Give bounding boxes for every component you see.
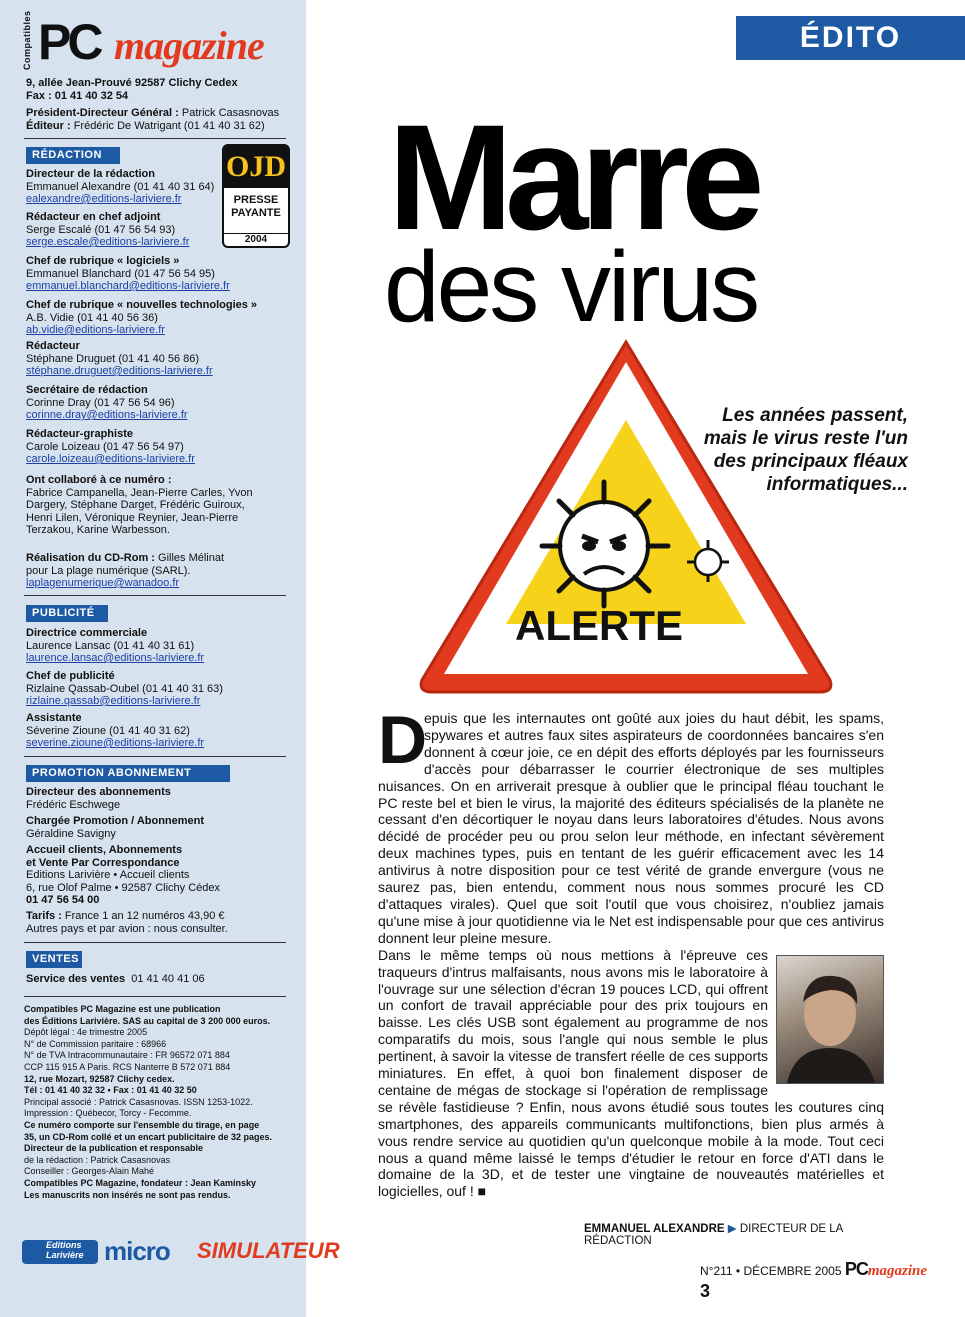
author-role: DIRECTEUR DE LA RÉDACTION [584,1223,843,1247]
legal-line: des Éditions Larivière. SAS au capital de 3 200 000 euros. [24,1015,271,1026]
legal-line: Dépôt légal : 4e trimestre 2005 [24,1027,148,1038]
staff-entry [26,384,301,422]
legal-line: Compatibles PC Magazine, fondateur : Jean Kaminsky [24,1177,257,1188]
staff-name: Séverine Zioune (01 41 40 31 62) [26,724,190,737]
legal-line: N° de TVA Intracommunautaire : FR 96572 071 884 [24,1050,230,1061]
staff-name: A.B. Vidie (01 41 40 56 36) [26,311,158,324]
body-paragraph: Dans le même temps où nous mettions à l'épreuve ces traqueurs d'intrus malfaisants, nous avons mis le laboratoire à l'ouvrage sur une sélection d'écran 19 pouces LCD, qui offrent un confort de travail appréciable pour des prix toujours en baisse. Les clés USB sont également au programme de nos comparatifs du mois, sous l'angle qui nous semble le plus pertinent, à savoir la vitesse de transfert réelle de ces supports miniatures. En effet, à quoi bon finalement disposer de centaine de mégas de stockage si l'opération de remplissage se révèle fastidieuse ? Enfin, nous avons étudié sous toutes les coutures cinq smartphones, des appareils communicants multifonctions, bien plus armés à vous rendre service au quotidien qu'un quelconque mobile à la mode. Tout ceci nous a quand même laissé le temps d'étudier le retour en force d'ATI dans le domaine de la 3D, et de tester une vingtaine de nouveautés matérielles et logicielles, ouf ! ■ [378,946,884,1200]
legal-notice [24,1004,304,1201]
editeur-label: Éditeur : [26,119,71,132]
staff-role: Chef de publicité [26,670,115,682]
ojd-payante: PAYANTE [231,207,281,219]
staff-name: Frédéric Eschwege [26,798,121,811]
body-paragraph: epuis que les internautes ont goûté aux joies du haut débit, les spams, spywares et autres faux sites aspirateurs de coordonnées bancaires s'en donnent à cœur joie, ce en dépit des efforts déployés par les fournisseurs d'accès pour débarrasser le courrier électronique de ses multiples nuisances. On en arriverait presque à oublier que le principal fléau touchant le PC reste bel et bien le virus, la majorité des éditeurs spécialisés de la planète ne cessant d'en décortiquer le noyau dans leurs laboratoires d'études. Nous avons décidé de procéder peu ou prou selon leur méthode, en infectant sévèrement deux machines types, puis en tentant de les guérir efficacement avec les 14 antivirus à notre disposition pour ce test vérité de grande envergure (vous ne saurez pas, bien entendu, comment nous nous sommes procuré les CD d'attaques virales). Quel que soit l'outil que vous choisirez, n'oubliez jamais qu'une mise à jour quotidienne via le Net est indispensable pour que ces antivirus donnent leur pleine mesure. [378,710,884,946]
service-address: 6, rue Olof Palme • 92587 Clichy Cédex [26,881,221,894]
staff-email[interactable]: severine.zioune@editions-lariviere.fr [26,737,205,749]
staff-role: Rédacteur-graphiste [26,428,133,440]
staff-name: Géraldine Savigny [26,827,116,840]
cdrom-label: Réalisation du CD-Rom : [26,552,155,564]
author-photo [776,955,884,1084]
sales-phone: 01 41 40 41 06 [131,973,205,985]
staff-entry [26,255,301,293]
micro-pratique-logo: micro [104,1236,170,1266]
service-address: Editions Larivière • Accueil clients [26,869,190,881]
staff-role: Secrétaire de rédaction [26,384,148,396]
page-footer [700,1259,940,1303]
divider [24,595,286,596]
issue-info: N°211 • DÉCEMBRE 2005 [700,1264,842,1278]
subscriptions-director [26,786,301,811]
staff-email[interactable]: ealexandre@editions-lariviere.fr [26,193,182,205]
staff-role: Rédacteur en chef adjoint [26,211,161,223]
legal-line: 12, rue Mozart, 92587 Clichy cedex. [24,1073,175,1084]
president-value: Patrick Casasnovas [181,107,280,119]
pricing-value: France 1 an 12 numéros 43,90 € [64,910,225,922]
editorial-body [378,702,884,1200]
ojd-badge [222,144,290,248]
pricing-label: Tarifs : [26,910,62,922]
promotion-officer [26,815,301,840]
staff-role: Accueil clients, Abonnements [26,844,183,856]
footer-logo [845,1259,927,1279]
staff-name: Serge Escalé (01 47 56 54 93) [26,223,176,236]
divider [24,942,286,943]
warning-sign-illustration [416,336,836,696]
contributors-title: Ont collaboré à ce numéro : [26,474,172,486]
staff-entry [26,211,226,249]
triangle-arrow-icon: ▶ [727,1223,737,1235]
staff-role: Chef de rubrique « logiciels » [26,255,180,267]
staff-name: Corinne Dray (01 47 56 54 96) [26,396,175,409]
lead-paragraph: Les années passent, mais le virus reste l'un des principaux fléaux informatiques... [703,405,908,495]
publisher-logos [22,1236,340,1266]
legal-line: Compatibles PC Magazine est une publication [24,1004,221,1014]
logo-magazine: magazine [114,23,264,68]
staff-role: Assistante [26,712,82,724]
staff-entry [26,712,301,750]
address-line: 9, allée Jean-Prouvé 92587 Clichy Cedex [26,77,238,89]
legal-line: Les manuscrits non insérés ne sont pas rendus. [24,1189,231,1200]
section-publicite: PUBLICITÉ [26,605,108,622]
contributors-list: Fabrice Campanella, Jean-Pierre Carles, Yvon Dargery, Stéphane Darget, Frédéric Guiroux, Henri Lilen, Véronique Reynier, Jean-Pierre Terzakou, Karine Warbesson. [26,486,253,536]
legal-line: Conseiller : Georges-Alain Mahé [24,1166,155,1177]
cdrom-value: Gilles Mélinat pour La plage numérique (SARL). [26,552,225,577]
staff-email[interactable]: corinne.dray@editions-lariviere.fr [26,409,188,421]
staff-name: Rizlaine Qassab-Oubel (01 41 40 31 63) [26,682,223,695]
staff-email[interactable]: stéphane.druguet@editions-lariviere.fr [26,365,213,377]
footer-logo-magazine: magazine [867,1263,928,1279]
divider [24,996,286,997]
staff-role: Directeur de la rédaction [26,168,155,180]
cdrom-email[interactable]: laplagenumerique@wanadoo.fr [26,577,180,589]
drop-cap: D [378,702,428,778]
staff-entry [26,428,301,466]
legal-line: Impression : Québecor, Torcy - Fecomme. [24,1108,192,1119]
footer-logo-pc: PC [844,1259,868,1279]
staff-name: Laurence Lansac (01 41 40 31 61) [26,639,195,652]
section-promotion-abonnement: PROMOTION ABONNEMENT [26,765,230,782]
legal-line: CCP 115 915 A Paris. RCS Nanterre B 572 071 884 [24,1061,231,1072]
cdrom-credit [26,552,241,590]
staff-role: Rédacteur [26,340,80,352]
pc-magazine-logo [22,10,292,70]
author-name: EMMANUEL ALEXANDRE [584,1223,725,1235]
service-phone: 01 47 56 54 00 [26,894,100,906]
divider [24,138,286,139]
editorial-signature [584,1221,884,1247]
legal-line: 35, un CD-Rom collé et un encart publicitaire de 32 pages. [24,1131,273,1142]
legal-line: de la rédaction : Patrick Casasnovas [24,1154,171,1165]
staff-email[interactable]: emmanuel.blanchard@editions-lariviere.fr [26,280,230,292]
customer-service [26,844,301,907]
staff-name: Emmanuel Alexandre (01 41 40 31 64) [26,180,215,193]
section-redaction: RÉDACTION [26,147,120,164]
staff-email[interactable]: carole.loizeau@editions-lariviere.fr [26,453,195,465]
staff-entry [26,168,226,206]
staff-name: Stéphane Druguet (01 41 40 56 86) [26,352,200,365]
editions-lariviere-logo: Editions Larivière [22,1240,98,1264]
edito-banner: ÉDITO [736,16,965,60]
pricing-other: Autres pays et par avion : nous consulter. [26,922,228,935]
staff-entry [26,299,301,337]
pricing [26,910,301,935]
president-editor [26,107,301,132]
fax-line: Fax : 01 41 40 32 54 [26,89,129,102]
ojd-label: OJD [224,146,288,188]
legal-line: Principal associé : Patrick Casasnovas. ISSN 1253-1022. [24,1096,253,1107]
headline-marre: Marre [388,93,757,261]
divider [24,756,286,757]
micro-simulateur-logo: SIMULATEUR [197,1238,340,1263]
staff-email[interactable]: ab.vidie@editions-lariviere.fr [26,324,165,336]
president-label: Président-Directeur Général : [26,107,179,119]
author-portrait [777,956,883,1083]
staff-role: Chargée Promotion / Abonnement [26,815,205,827]
ojd-year: 2004 [224,233,288,246]
staff-role: Directeur des abonnements [26,786,171,798]
legal-line: N° de Commission paritaire : 68966 [24,1038,167,1049]
staff-email[interactable]: rizlaine.qassab@editions-lariviere.fr [26,695,201,707]
editeur-value: Frédéric De Watrigant (01 41 40 31 62) [73,119,265,132]
logo-compatibles: Compatibles [22,10,32,70]
staff-email[interactable]: laurence.lansac@editions-lariviere.fr [26,652,205,664]
masthead-sidebar [0,0,340,1317]
staff-role: Directrice commerciale [26,627,148,639]
staff-name: Emmanuel Blanchard (01 47 56 54 95) [26,267,215,280]
legal-line: Ce numéro comporte sur l'ensemble du tirage, en page [24,1119,260,1130]
legal-line: Tél : 01 41 40 32 32 • Fax : 01 41 40 32 50 [24,1085,197,1096]
alerte-text: ALERTE [515,602,683,649]
staff-entry [26,627,301,665]
section-ventes: VENTES [26,951,82,968]
headline-des-virus: des virus [384,231,758,343]
staff-role: et Vente Par Correspondance [26,856,180,869]
staff-entry [26,670,301,708]
staff-role: Chef de rubrique « nouvelles technologies » [26,299,258,311]
legal-line: Directeur de la publication et responsable [24,1143,204,1154]
staff-email[interactable]: serge.escale@editions-lariviere.fr [26,236,190,248]
contributors [26,474,258,537]
ojd-presse-payante [224,188,288,220]
logo-pc: PC [38,14,100,70]
sales-label: Service des ventes [26,973,126,985]
staff-entry [26,340,301,378]
publisher-address [26,77,296,102]
ojd-presse: PRESSE [233,194,279,206]
sales-service [26,973,301,986]
staff-name: Carole Loizeau (01 47 56 54 97) [26,440,184,453]
page-number: 3 [700,1281,711,1301]
